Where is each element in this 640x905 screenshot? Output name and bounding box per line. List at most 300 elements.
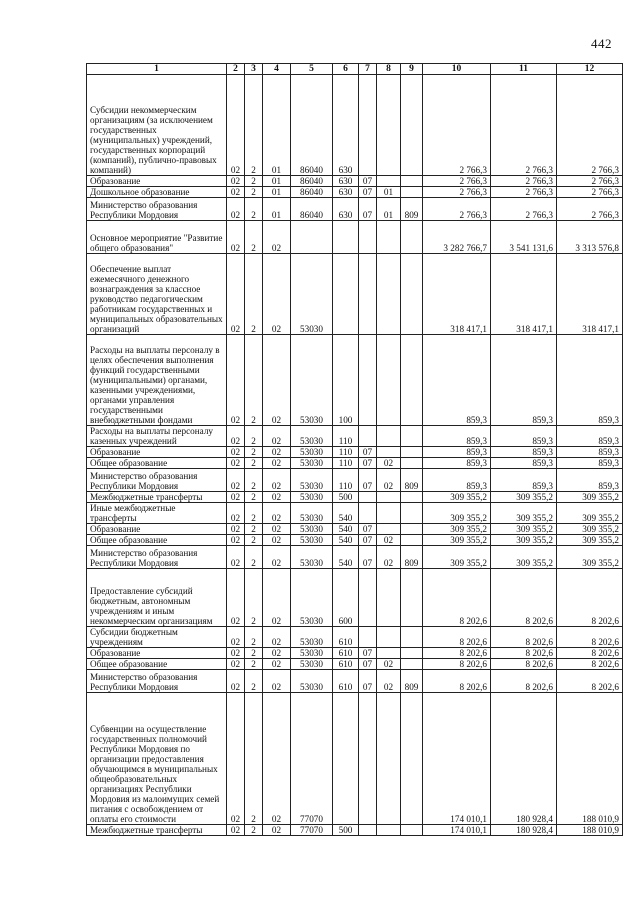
code-9 — [401, 569, 423, 627]
code-4: 02 — [263, 469, 291, 492]
amount-10: 309 355,2 — [423, 524, 491, 535]
code-2: 02 — [227, 524, 245, 535]
amount-11: 318 417,1 — [491, 254, 557, 335]
code-7 — [359, 503, 377, 524]
code-6: 600 — [333, 569, 359, 627]
code-5: 86040 — [291, 187, 333, 198]
amount-10: 309 355,2 — [423, 492, 491, 503]
table-row — [87, 659, 623, 670]
code-5: 53030 — [291, 648, 333, 659]
code-3: 2 — [245, 524, 263, 535]
code-5: 53030 — [291, 469, 333, 492]
code-3: 2 — [245, 335, 263, 426]
code-7: 07 — [359, 447, 377, 458]
amount-10: 8 202,6 — [423, 670, 491, 693]
code-6 — [333, 254, 359, 335]
code-2: 02 — [227, 335, 245, 426]
amount-11: 2 766,3 — [491, 75, 557, 176]
code-4: 01 — [263, 176, 291, 187]
table-row — [87, 693, 623, 825]
code-8: 01 — [377, 198, 401, 221]
column-header: 10 — [423, 64, 491, 75]
code-5: 53030 — [291, 627, 333, 648]
row-name: Расходы на выплаты персоналу в целях обеспечения выполнения функций государственными (муниципальными) органами, казенными учреждениями, органами управления государственными внебюджетными фондами — [87, 335, 227, 426]
amount-11: 2 766,3 — [491, 187, 557, 198]
code-3: 2 — [245, 546, 263, 569]
code-3: 2 — [245, 198, 263, 221]
code-6: 610 — [333, 627, 359, 648]
code-3: 2 — [245, 492, 263, 503]
code-8 — [377, 524, 401, 535]
row-name: Субсидии бюджетным учреждениям — [87, 627, 227, 648]
table-row — [87, 627, 623, 648]
table-row — [87, 648, 623, 659]
code-6: 630 — [333, 187, 359, 198]
code-5: 86040 — [291, 75, 333, 176]
amount-12: 8 202,6 — [557, 670, 623, 693]
code-7: 07 — [359, 469, 377, 492]
code-8: 02 — [377, 458, 401, 469]
column-header: 8 — [377, 64, 401, 75]
code-2: 02 — [227, 825, 245, 836]
code-5: 53030 — [291, 492, 333, 503]
amount-10: 859,3 — [423, 426, 491, 447]
code-6: 610 — [333, 670, 359, 693]
row-name: Образование — [87, 524, 227, 535]
code-7 — [359, 254, 377, 335]
code-9 — [401, 503, 423, 524]
table-header-row — [87, 64, 623, 75]
code-3: 2 — [245, 825, 263, 836]
code-8 — [377, 569, 401, 627]
code-7 — [359, 492, 377, 503]
row-name: Обеспечение выплат ежемесячного денежного вознаграждения за классное руководство педагогическим работникам государственных и муниципальных образовательных организаций — [87, 254, 227, 335]
amount-11: 180 928,4 — [491, 693, 557, 825]
code-3: 2 — [245, 458, 263, 469]
amount-11: 309 355,2 — [491, 535, 557, 546]
code-9: 809 — [401, 469, 423, 492]
table-row — [87, 458, 623, 469]
code-5: 53030 — [291, 659, 333, 670]
row-name: Общее образование — [87, 535, 227, 546]
code-4: 02 — [263, 693, 291, 825]
amount-12: 859,3 — [557, 469, 623, 492]
amount-12: 309 355,2 — [557, 546, 623, 569]
code-9 — [401, 254, 423, 335]
amount-10: 309 355,2 — [423, 503, 491, 524]
code-7 — [359, 335, 377, 426]
table-row — [87, 569, 623, 627]
code-8: 02 — [377, 546, 401, 569]
code-3: 2 — [245, 503, 263, 524]
code-4: 02 — [263, 648, 291, 659]
code-3: 2 — [245, 426, 263, 447]
code-8 — [377, 335, 401, 426]
row-name: Иные межбюджетные трансферты — [87, 503, 227, 524]
code-5: 53030 — [291, 524, 333, 535]
row-name: Министерство образования Республики Мордовия — [87, 546, 227, 569]
code-9: 809 — [401, 546, 423, 569]
code-6: 100 — [333, 335, 359, 426]
amount-12: 318 417,1 — [557, 254, 623, 335]
code-7: 07 — [359, 546, 377, 569]
amount-12: 859,3 — [557, 447, 623, 458]
code-8 — [377, 254, 401, 335]
code-6: 610 — [333, 659, 359, 670]
code-9 — [401, 458, 423, 469]
column-header: 3 — [245, 64, 263, 75]
code-7: 07 — [359, 458, 377, 469]
amount-11: 2 766,3 — [491, 176, 557, 187]
code-9 — [401, 426, 423, 447]
code-9 — [401, 447, 423, 458]
code-4: 01 — [263, 198, 291, 221]
amount-12: 8 202,6 — [557, 648, 623, 659]
column-header: 7 — [359, 64, 377, 75]
code-9 — [401, 335, 423, 426]
code-2: 02 — [227, 198, 245, 221]
code-3: 2 — [245, 187, 263, 198]
code-9: 809 — [401, 670, 423, 693]
amount-11: 8 202,6 — [491, 670, 557, 693]
column-header: 4 — [263, 64, 291, 75]
amount-12: 309 355,2 — [557, 524, 623, 535]
code-8: 02 — [377, 469, 401, 492]
amount-10: 174 010,1 — [423, 825, 491, 836]
code-6: 110 — [333, 458, 359, 469]
code-6: 110 — [333, 426, 359, 447]
code-8 — [377, 221, 401, 254]
code-8: 02 — [377, 659, 401, 670]
amount-11: 8 202,6 — [491, 627, 557, 648]
code-8 — [377, 503, 401, 524]
row-name: Образование — [87, 447, 227, 458]
row-name: Образование — [87, 176, 227, 187]
code-2: 02 — [227, 254, 245, 335]
code-2: 02 — [227, 693, 245, 825]
page-number: 442 — [591, 36, 612, 51]
code-2: 02 — [227, 447, 245, 458]
code-5: 53030 — [291, 458, 333, 469]
code-9 — [401, 221, 423, 254]
code-2: 02 — [227, 503, 245, 524]
amount-10: 309 355,2 — [423, 546, 491, 569]
amount-11: 8 202,6 — [491, 569, 557, 627]
row-name: Дошкольное образование — [87, 187, 227, 198]
code-9 — [401, 659, 423, 670]
amount-11: 309 355,2 — [491, 503, 557, 524]
row-name: Субсидии некоммерческим организациям (за исключением государственных (муниципальных) учреждений, государственных корпораций (компаний), публично-правовых компаний) — [87, 75, 227, 176]
amount-10: 859,3 — [423, 458, 491, 469]
code-7: 07 — [359, 524, 377, 535]
code-6: 500 — [333, 825, 359, 836]
code-5: 53030 — [291, 670, 333, 693]
table-row — [87, 254, 623, 335]
row-name: Министерство образования Республики Мордовия — [87, 670, 227, 693]
row-name: Образование — [87, 648, 227, 659]
code-6: 500 — [333, 492, 359, 503]
code-6: 540 — [333, 546, 359, 569]
amount-10: 8 202,6 — [423, 648, 491, 659]
amount-10: 2 766,3 — [423, 187, 491, 198]
table-row — [87, 546, 623, 569]
table-row — [87, 426, 623, 447]
amount-10: 174 010,1 — [423, 693, 491, 825]
amount-12: 2 766,3 — [557, 75, 623, 176]
code-4: 02 — [263, 627, 291, 648]
code-8 — [377, 627, 401, 648]
amount-11: 859,3 — [491, 458, 557, 469]
code-2: 02 — [227, 187, 245, 198]
amount-11: 859,3 — [491, 335, 557, 426]
code-8 — [377, 447, 401, 458]
code-2: 02 — [227, 535, 245, 546]
code-3: 2 — [245, 659, 263, 670]
code-9 — [401, 825, 423, 836]
code-7: 07 — [359, 198, 377, 221]
code-3: 2 — [245, 469, 263, 492]
code-7: 07 — [359, 670, 377, 693]
code-8: 01 — [377, 187, 401, 198]
code-2: 02 — [227, 75, 245, 176]
code-7: 07 — [359, 535, 377, 546]
amount-10: 3 282 766,7 — [423, 221, 491, 254]
code-6: 630 — [333, 176, 359, 187]
code-6: 540 — [333, 535, 359, 546]
column-header: 11 — [491, 64, 557, 75]
table-row — [87, 335, 623, 426]
amount-11: 3 541 131,6 — [491, 221, 557, 254]
code-9 — [401, 693, 423, 825]
code-7 — [359, 825, 377, 836]
code-3: 2 — [245, 221, 263, 254]
code-6: 540 — [333, 524, 359, 535]
code-7: 07 — [359, 176, 377, 187]
code-5: 86040 — [291, 176, 333, 187]
code-7 — [359, 75, 377, 176]
code-2: 02 — [227, 546, 245, 569]
code-2: 02 — [227, 569, 245, 627]
code-4: 02 — [263, 503, 291, 524]
code-8 — [377, 825, 401, 836]
code-4: 02 — [263, 492, 291, 503]
amount-12: 8 202,6 — [557, 627, 623, 648]
code-4: 02 — [263, 335, 291, 426]
table-row — [87, 503, 623, 524]
row-name: Общее образование — [87, 659, 227, 670]
code-7: 07 — [359, 659, 377, 670]
row-name: Субвенции на осуществление государственных полномочий Республики Мордовия по организации предоставления обучающимся в муниципальных общеобразовательных организациях Республики Мордовия из малоимущих семей питания с освобождением от оплаты его стоимости — [87, 693, 227, 825]
code-6: 630 — [333, 198, 359, 221]
code-6: 540 — [333, 503, 359, 524]
code-9 — [401, 75, 423, 176]
code-8 — [377, 426, 401, 447]
row-name: Межбюджетные трансферты — [87, 492, 227, 503]
amount-10: 8 202,6 — [423, 627, 491, 648]
code-7 — [359, 627, 377, 648]
table-row — [87, 198, 623, 221]
code-8 — [377, 176, 401, 187]
code-6: 110 — [333, 447, 359, 458]
code-6 — [333, 221, 359, 254]
amount-10: 2 766,3 — [423, 198, 491, 221]
amount-10: 859,3 — [423, 447, 491, 458]
code-4: 02 — [263, 221, 291, 254]
budget-table — [86, 63, 623, 836]
code-9 — [401, 648, 423, 659]
code-5: 53030 — [291, 546, 333, 569]
row-name: Общее образование — [87, 458, 227, 469]
code-3: 2 — [245, 254, 263, 335]
amount-10: 2 766,3 — [423, 176, 491, 187]
amount-12: 309 355,2 — [557, 535, 623, 546]
code-5: 53030 — [291, 503, 333, 524]
row-name: Межбюджетные трансферты — [87, 825, 227, 836]
code-2: 02 — [227, 426, 245, 447]
code-4: 02 — [263, 659, 291, 670]
amount-12: 188 010,9 — [557, 825, 623, 836]
code-2: 02 — [227, 458, 245, 469]
code-2: 02 — [227, 176, 245, 187]
code-7: 07 — [359, 648, 377, 659]
code-6 — [333, 693, 359, 825]
code-2: 02 — [227, 659, 245, 670]
code-8 — [377, 693, 401, 825]
amount-10: 8 202,6 — [423, 569, 491, 627]
table-row — [87, 176, 623, 187]
code-5: 53030 — [291, 535, 333, 546]
code-8: 02 — [377, 535, 401, 546]
code-6: 110 — [333, 469, 359, 492]
code-5: 77070 — [291, 825, 333, 836]
code-5: 77070 — [291, 693, 333, 825]
code-8 — [377, 492, 401, 503]
table-row — [87, 825, 623, 836]
code-4: 02 — [263, 524, 291, 535]
code-7: 07 — [359, 187, 377, 198]
table-row — [87, 447, 623, 458]
amount-12: 309 355,2 — [557, 503, 623, 524]
amount-11: 309 355,2 — [491, 524, 557, 535]
code-4: 02 — [263, 254, 291, 335]
code-4: 02 — [263, 535, 291, 546]
code-2: 02 — [227, 492, 245, 503]
code-5: 53030 — [291, 335, 333, 426]
amount-12: 188 010,9 — [557, 693, 623, 825]
code-9: 809 — [401, 198, 423, 221]
code-9 — [401, 187, 423, 198]
table-row — [87, 187, 623, 198]
code-3: 2 — [245, 569, 263, 627]
amount-12: 859,3 — [557, 458, 623, 469]
amount-12: 8 202,6 — [557, 659, 623, 670]
code-4: 02 — [263, 670, 291, 693]
amount-12: 309 355,2 — [557, 492, 623, 503]
code-7 — [359, 569, 377, 627]
code-7 — [359, 426, 377, 447]
amount-11: 309 355,2 — [491, 546, 557, 569]
table-body — [87, 75, 623, 836]
column-header: 6 — [333, 64, 359, 75]
row-name: Предоставление субсидий бюджетным, автономным учреждениям и иным некоммерческим организациям — [87, 569, 227, 627]
amount-12: 859,3 — [557, 426, 623, 447]
amount-10: 859,3 — [423, 469, 491, 492]
code-4: 02 — [263, 569, 291, 627]
amount-12: 2 766,3 — [557, 198, 623, 221]
code-4: 02 — [263, 447, 291, 458]
code-3: 2 — [245, 75, 263, 176]
code-5: 86040 — [291, 198, 333, 221]
code-9 — [401, 176, 423, 187]
amount-12: 8 202,6 — [557, 569, 623, 627]
code-3: 2 — [245, 648, 263, 659]
amount-11: 180 928,4 — [491, 825, 557, 836]
code-2: 02 — [227, 627, 245, 648]
code-9 — [401, 535, 423, 546]
code-2: 02 — [227, 670, 245, 693]
code-4: 02 — [263, 546, 291, 569]
code-4: 02 — [263, 825, 291, 836]
amount-11: 8 202,6 — [491, 659, 557, 670]
row-name: Министерство образования Республики Мордовия — [87, 198, 227, 221]
code-2: 02 — [227, 221, 245, 254]
code-4: 02 — [263, 426, 291, 447]
code-7 — [359, 693, 377, 825]
column-header: 12 — [557, 64, 623, 75]
table-row — [87, 670, 623, 693]
amount-10: 2 766,3 — [423, 75, 491, 176]
column-header: 9 — [401, 64, 423, 75]
amount-11: 859,3 — [491, 447, 557, 458]
code-8: 02 — [377, 670, 401, 693]
code-5: 53030 — [291, 447, 333, 458]
table-row — [87, 492, 623, 503]
code-3: 2 — [245, 176, 263, 187]
code-2: 02 — [227, 469, 245, 492]
row-name: Министерство образования Республики Мордовия — [87, 469, 227, 492]
code-6: 630 — [333, 75, 359, 176]
code-3: 2 — [245, 535, 263, 546]
code-8 — [377, 648, 401, 659]
amount-10: 309 355,2 — [423, 535, 491, 546]
code-9 — [401, 524, 423, 535]
amount-12: 2 766,3 — [557, 187, 623, 198]
code-8 — [377, 75, 401, 176]
code-9 — [401, 492, 423, 503]
amount-11: 859,3 — [491, 469, 557, 492]
amount-10: 318 417,1 — [423, 254, 491, 335]
code-3: 2 — [245, 627, 263, 648]
code-5: 53030 — [291, 254, 333, 335]
code-3: 2 — [245, 693, 263, 825]
code-4: 01 — [263, 187, 291, 198]
code-5: 53030 — [291, 569, 333, 627]
table-row — [87, 221, 623, 254]
amount-11: 2 766,3 — [491, 198, 557, 221]
table-row — [87, 469, 623, 492]
table-row — [87, 524, 623, 535]
row-name: Расходы на выплаты персоналу казенных учреждений — [87, 426, 227, 447]
amount-12: 859,3 — [557, 335, 623, 426]
amount-10: 8 202,6 — [423, 659, 491, 670]
code-2: 02 — [227, 648, 245, 659]
table-row — [87, 75, 623, 176]
code-4: 01 — [263, 75, 291, 176]
code-5: 53030 — [291, 426, 333, 447]
amount-11: 309 355,2 — [491, 492, 557, 503]
amount-12: 2 766,3 — [557, 176, 623, 187]
code-6: 610 — [333, 648, 359, 659]
